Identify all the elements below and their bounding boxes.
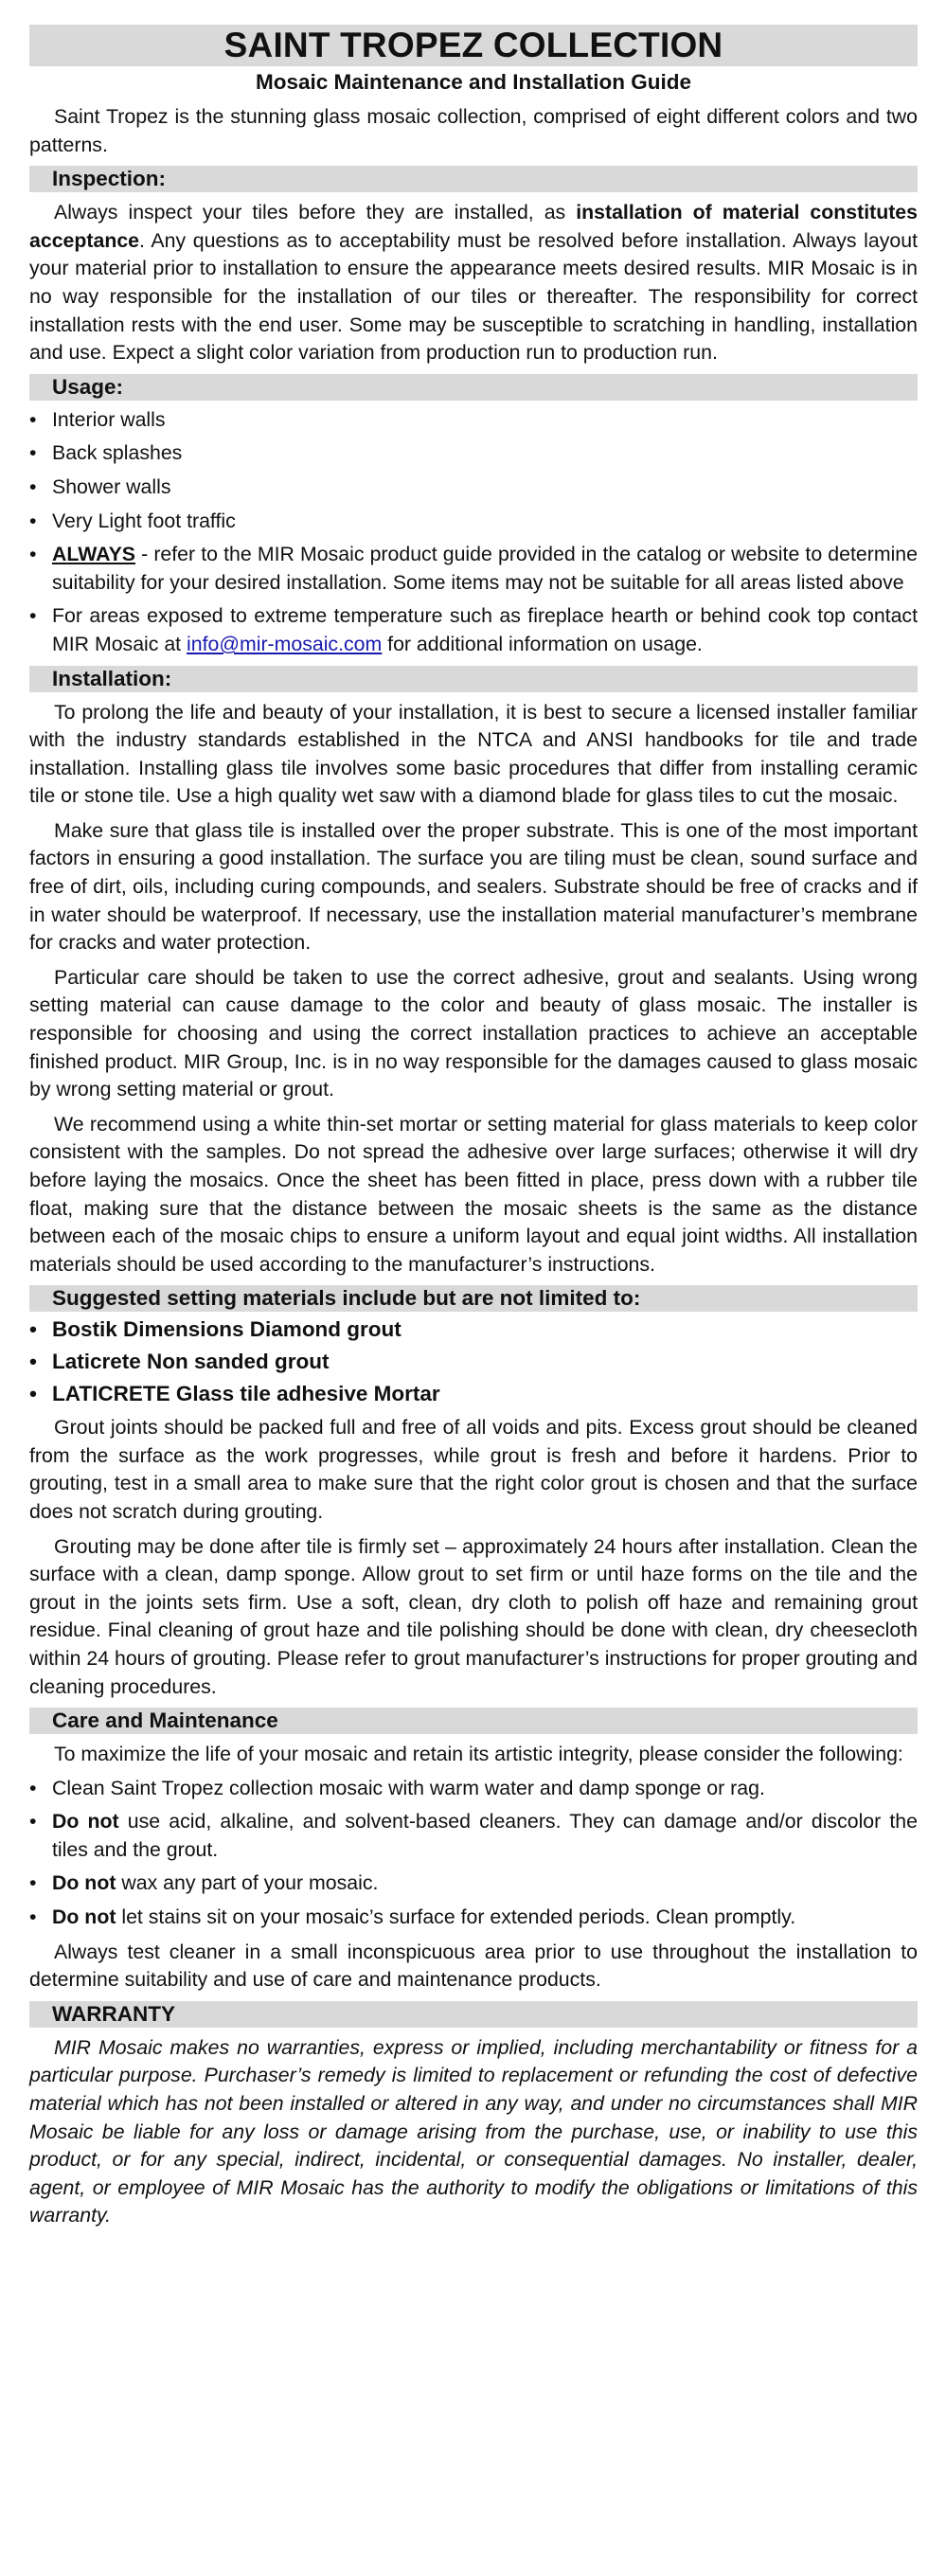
care-item: wax any part of your mosaic. xyxy=(116,1871,379,1895)
email-link[interactable]: info@mir-mosaic.com xyxy=(187,632,383,655)
bullet-icon: • xyxy=(29,1905,37,1929)
usage-item: Back splashes xyxy=(52,441,183,465)
usage-item: Very Light foot traffic xyxy=(52,509,236,532)
inspection-lead: Always inspect your tiles before they are installed, as xyxy=(54,201,577,224)
do-not-label: Do not xyxy=(52,1871,116,1895)
do-not-label: Do not xyxy=(52,1810,119,1834)
installation-paragraph: Particular care should be taken to use the correct adhesive, grout and sealants. Using wrong setting material can cause damage to the color and beauty of glass mosaic. The installer is responsible for choosing and using the correct installation practices to achieve an acceptable finished product. MIR Group, Inc. is in no way responsible for the damages caused to glass mosaic by wrong setting material or grout. xyxy=(29,965,918,1101)
care-heading: Care and Maintenance xyxy=(29,1708,918,1734)
care-closing: Always test cleaner in a small inconspicuous area prior to use throughout the installation to determine suitability and use of care and maintenance products. xyxy=(29,1940,918,1992)
installation-paragraph: We recommend using a white thin-set mortar or setting material for glass materials to keep color consistent with the samples. Do not spread the adhesive over large surfaces; otherwise it will dry before laying the mosaics. Once the sheet has been fitted in place, press down with a rubber tile float, making sure that the distance between the mosaic sheets is the same as the distance between each of the mosaic chips to ensure a uniform layout and equal joint widths. All installation materials should be used according to the manufacturer’s instructions. xyxy=(29,1112,918,1276)
installation-heading: Installation: xyxy=(29,666,918,692)
bullet-icon: • xyxy=(29,1317,37,1342)
grout-paragraph: Grouting may be done after tile is firmly set – approximately 24 hours after installation. Clean the surface with a clean, damp sponge. Allow grout to set firm or until haze forms on the tile and the grout in the joints sets firm. Use a soft, clean, dry cloth to polish off haze and remaining grout residue. Final cleaning of grout haze and tile polishing should be done with clean, dry cheesecloth within 24 hours of grouting. Please refer to grout manufacturer’s instructions for proper grouting and cleaning procedures. xyxy=(29,1534,918,1698)
list-item xyxy=(29,406,918,435)
list-item xyxy=(29,474,918,502)
bullet-icon: • xyxy=(29,1381,37,1405)
care-item: Clean Saint Tropez collection mosaic with warm water and damp sponge or rag. xyxy=(52,1776,765,1799)
bullet-icon: • xyxy=(29,509,37,532)
bullet-icon: • xyxy=(29,543,37,566)
list-item xyxy=(29,1348,918,1376)
setting-materials-heading: Suggested setting materials include but are not limited to: xyxy=(29,1285,918,1312)
list-item xyxy=(29,439,918,468)
list-item xyxy=(29,1869,918,1898)
bullet-icon: • xyxy=(29,407,37,431)
list-item xyxy=(29,602,918,658)
bullet-icon: • xyxy=(29,441,37,465)
usage-list xyxy=(29,406,918,659)
list-item xyxy=(29,1775,918,1803)
installation-paragraph: To prolong the life and beauty of your installation, it is best to secure a licensed installer familiar with the industry standards established in the NTCA and ANSI handbooks for tile and trade installation. Installing glass tile involves some basic procedures that differ from installing ceramic tile or stone tile. Use a high quality wet saw with a diamond blade for glass tiles to cut the mosaic. xyxy=(29,700,918,808)
document-title: SAINT TROPEZ COLLECTION xyxy=(29,25,918,66)
list-item xyxy=(29,541,918,597)
care-item: let stains sit on your mosaic’s surface for extended periods. Clean promptly. xyxy=(116,1905,796,1929)
extreme-tail: for additional information on usage. xyxy=(382,632,703,655)
extreme-text: For areas exposed to extreme temperature such as fireplace hearth or behind cook top contact MIR Mosaic at xyxy=(52,604,918,655)
always-text: - refer to the MIR Mosaic product guide provided in the catalog or website to determine suitability for your desired installation. Some items may not be suitable for all areas listed above xyxy=(52,543,918,594)
list-item xyxy=(29,1315,918,1344)
list-item xyxy=(29,508,918,536)
bullet-icon: • xyxy=(29,1871,37,1895)
bullet-icon: • xyxy=(29,1349,37,1373)
inspection-bold: installation of material constitutes acceptance xyxy=(29,201,918,252)
material-item: Laticrete Non sanded grout xyxy=(52,1349,330,1373)
bullet-icon: • xyxy=(29,474,37,498)
do-not-label: Do not xyxy=(52,1905,116,1929)
material-item: LATICRETE Glass tile adhesive Mortar xyxy=(52,1381,440,1405)
usage-heading: Usage: xyxy=(29,374,918,401)
inspection-rest: . Any questions as to acceptability must be resolved before installation. Always layout your material prior to installation to ensure the appearance meets desired results. MIR Mosaic is in no way responsible for the installation of our tiles or thereafter. The responsibility for correct installation rests with the end user. Some may be susceptible to scratching in handling, installation and use. Expect a slight color variation from production run to production run. xyxy=(29,228,918,365)
setting-materials-list xyxy=(29,1315,918,1407)
warranty-text: MIR Mosaic makes no warranties, express or implied, including merchantability or fitness for a particular purpose. Purchaser’s remedy is limited to replacement or refunding the cost of defective material which has not been installed or altered in any way, and under no circumstances shall MIR Mosaic be liable for any loss or damage arising from the purchase, use, or inability to use this product, or for any special, indirect, incidental, or consequential damages. No installer, dealer, agent, or employee of MIR Mosaic has the authority to modify the obligations or limitations of this warranty. xyxy=(29,2035,918,2227)
care-list xyxy=(29,1775,918,1932)
document xyxy=(29,0,918,2230)
document-subtitle: Mosaic Maintenance and Installation Guide xyxy=(255,70,692,94)
warranty-heading: WARRANTY xyxy=(29,2001,918,2028)
list-item xyxy=(29,1808,918,1864)
intro-paragraph: Saint Tropez is the stunning glass mosaic collection, comprised of eight different colors and two patterns. xyxy=(29,105,918,156)
care-intro: To maximize the life of your mosaic and retain its artistic integrity, please consider the following: xyxy=(54,1743,903,1766)
care-item: use acid, alkaline, and solvent-based cleaners. They can damage and/or discolor the tiles and the grout. xyxy=(52,1810,918,1861)
list-item xyxy=(29,1380,918,1408)
material-item: Bostik Dimensions Diamond grout xyxy=(52,1317,402,1342)
list-item xyxy=(29,1904,918,1932)
inspection-heading: Inspection: xyxy=(29,166,918,192)
bullet-icon: • xyxy=(29,1776,37,1799)
grout-paragraph: Grout joints should be packed full and free of all voids and pits. Excess grout should be cleaned from the surface as the work progresses, while grout is fresh and before it hardens. Prior to grouting, test in a small area to make sure that the right color grout is chosen and that the surface does not scratch during grouting. xyxy=(29,1416,918,1523)
inspection-paragraph xyxy=(29,199,918,367)
usage-item: Shower walls xyxy=(52,474,171,498)
installation-paragraph: Make sure that glass tile is installed over the proper substrate. This is one of the most important factors in ensuring a good installation. The surface you are tiling must be clean, sound surface and free of dirt, oils, including curing compounds, and sealers. Substrate should be free of cracks and if in water should be waterproof. If necessary, use the installation material manufacturer’s membrane for cracks and water protection. xyxy=(29,818,918,955)
always-label: ALWAYS xyxy=(52,543,135,566)
bullet-icon: • xyxy=(29,604,37,628)
usage-item: Interior walls xyxy=(52,407,166,431)
bullet-icon: • xyxy=(29,1810,37,1834)
